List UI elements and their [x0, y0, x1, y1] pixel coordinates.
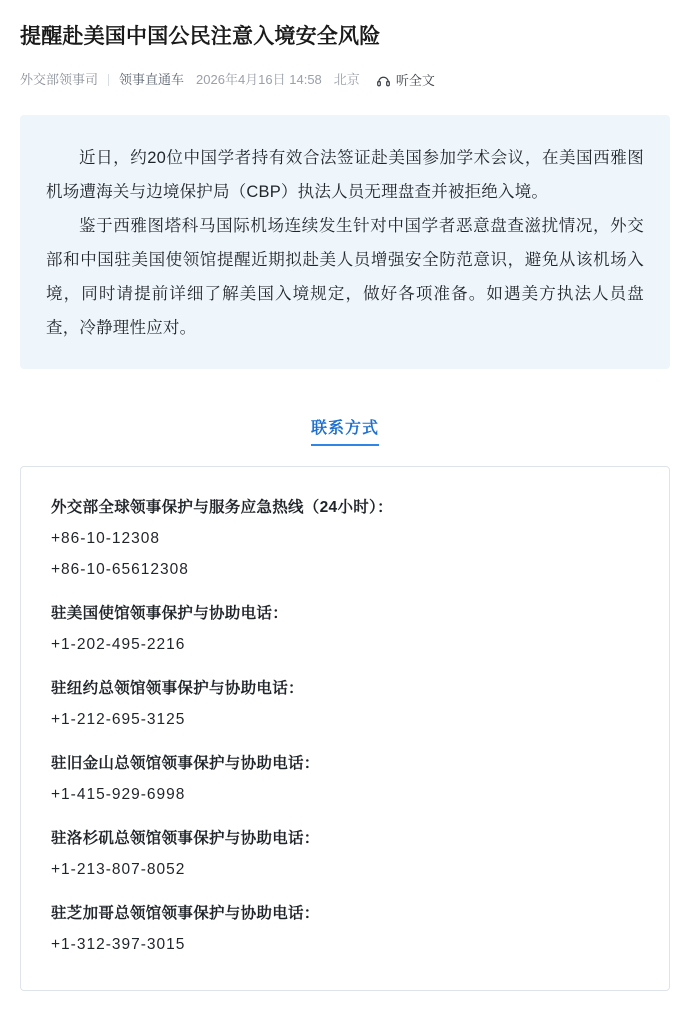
contact-label: 驻纽约总领馆领事保护与协助电话： — [51, 680, 304, 697]
meta-column: 领事直通车 — [119, 71, 185, 87]
contact-label: 驻芝加哥总领馆领事保护与协助电话： — [51, 905, 320, 922]
article-meta — [20, 70, 670, 89]
contact-number[interactable]: +1-212-695-3125 — [51, 711, 186, 728]
contact-number[interactable]: +1-415-929-6998 — [51, 786, 186, 803]
list-item — [51, 824, 639, 885]
contact-number[interactable]: +86-10-65612308 — [51, 561, 189, 578]
meta-divider — [108, 74, 109, 86]
contact-section-heading-label: 联系方式 — [311, 415, 379, 446]
contact-label: 外交部全球领事保护与服务应急热线（24小时）： — [51, 499, 393, 516]
bottom-spacer — [20, 991, 670, 1035]
contact-number[interactable]: +86-10-12308 — [51, 530, 160, 547]
contact-number[interactable]: +1-312-397-3015 — [51, 936, 186, 953]
meta-place: 北京 — [333, 71, 360, 87]
headphone-icon — [376, 73, 391, 88]
list-item — [51, 599, 639, 660]
contact-label: 驻洛杉矶总领馆领事保护与协助电话： — [51, 830, 320, 847]
list-item — [51, 674, 639, 735]
listen-full-text-button[interactable] — [376, 70, 435, 89]
contact-number[interactable]: +1-202-495-2216 — [51, 636, 186, 653]
listen-full-text-label: 听全文 — [395, 73, 435, 88]
list-item — [51, 899, 639, 960]
list-item — [51, 493, 639, 585]
contact-label: 驻美国使馆领事保护与协助电话： — [51, 605, 289, 622]
meta-source: 外交部领事司 — [20, 71, 99, 87]
notice-highlight-box — [20, 115, 670, 369]
meta-date: 2026年4月16日 14:58 — [196, 71, 322, 87]
contact-card — [20, 466, 670, 991]
list-item — [51, 749, 639, 810]
notice-paragraph: 近日，约20位中国学者持有效合法签证赴美国参加学术会议，在美国西雅图机场遭海关与边境保护局（CBP）执法人员无理盘查并被拒绝入境。 — [46, 149, 644, 201]
contact-number[interactable]: +1-213-807-8052 — [51, 861, 186, 878]
article-page — [0, 22, 690, 1035]
contact-section-heading — [20, 415, 670, 446]
page-title: 提醒赴美国中国公民注意入境安全风险 — [20, 25, 381, 48]
notice-paragraph: 鉴于西雅图塔科马国际机场连续发生针对中国学者恶意盘查滋扰情况，外交部和中国驻美国使领馆提醒近期拟赴美人员增强安全防范意识，避免从该机场入境，同时请提前详细了解美国入境规定，做好各项准备。如遇美方执法人员盘查，冷静理性应对。 — [46, 217, 644, 337]
contact-label: 驻旧金山总领馆领事保护与协助电话： — [51, 755, 320, 772]
